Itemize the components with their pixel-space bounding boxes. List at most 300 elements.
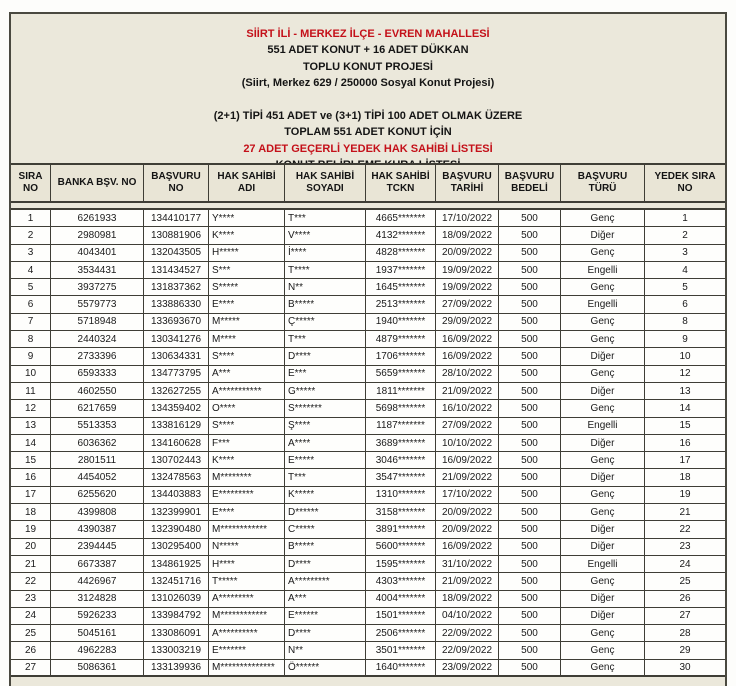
column-header-0: SIRA NO <box>11 165 51 201</box>
column-header-1: BANKA BŞV. NO <box>51 165 144 201</box>
table-row-21 <box>11 556 725 573</box>
table-cell: 500 <box>499 210 561 226</box>
table-cell: G***** <box>285 383 366 399</box>
table-cell: 500 <box>499 504 561 520</box>
table-cell: 3 <box>11 245 51 261</box>
table-cell: 130702443 <box>144 452 209 468</box>
table-cell: 4962283 <box>51 642 144 658</box>
title-line-5: (2+1) TİPİ 451 ADET ve (3+1) TİPİ 100 ADET OLMAK ÜZERE <box>213 110 523 123</box>
table-cell: 13 <box>679 385 691 397</box>
table-cell: 21 <box>679 506 691 518</box>
table-cell: Diğer <box>561 539 645 555</box>
table-cell: 16/10/2022 <box>436 400 499 416</box>
title-line-1: 551 ADET KONUT + 16 ADET DÜKKAN <box>267 44 469 57</box>
table-cell: 4828******* <box>366 245 436 261</box>
table-cell: 4602550 <box>51 383 144 399</box>
table-cell: 3534431 <box>51 262 144 278</box>
table-cell: 19/09/2022 <box>436 279 499 295</box>
table-row-23 <box>11 591 725 608</box>
table-cell: 500 <box>499 469 561 485</box>
table-cell: 1187******* <box>366 418 436 434</box>
column-header-7: BAŞVURU BEDELİ <box>499 165 561 201</box>
table-row-9 <box>11 348 725 365</box>
table-body <box>11 208 725 677</box>
table-cell: 4132******* <box>366 227 436 243</box>
table-cell: 5045161 <box>51 625 144 641</box>
table-cell: 1 <box>11 210 51 226</box>
table-cell: 500 <box>499 435 561 451</box>
kura-table <box>11 163 725 677</box>
table-cell: 17/10/2022 <box>436 487 499 503</box>
table-cell: K**** <box>209 452 285 468</box>
table-cell: 5579773 <box>51 296 144 312</box>
table-cell: 20 <box>11 539 51 555</box>
table-cell: 26 <box>679 593 691 605</box>
table-cell: 2440324 <box>51 331 144 347</box>
table-row-4 <box>11 262 725 279</box>
table-cell: 6673387 <box>51 556 144 572</box>
table-cell: 12 <box>11 400 51 416</box>
table-cell: 6036362 <box>51 435 144 451</box>
table-cell: 11 <box>11 383 51 399</box>
table-cell: 1 <box>682 212 688 224</box>
table-cell: 6 <box>11 296 51 312</box>
table-cell: 1640******* <box>366 660 436 675</box>
title-line-7: 27 ADET GEÇERLİ YEDEK HAK SAHİBİ LİSTESİ <box>243 142 493 155</box>
table-row-18 <box>11 504 725 521</box>
table-cell: Ş**** <box>285 418 366 434</box>
table-cell: 20/09/2022 <box>436 245 499 261</box>
table-cell: 133003219 <box>144 642 209 658</box>
table-cell: 13 <box>11 418 51 434</box>
table-cell: D**** <box>285 556 366 572</box>
table-cell: 500 <box>499 591 561 607</box>
table-cell: 20/09/2022 <box>436 521 499 537</box>
table-cell: 18 <box>679 472 691 484</box>
table-row-17 <box>11 487 725 504</box>
table-cell: 134410177 <box>144 210 209 226</box>
table-cell: Diğer <box>561 227 645 243</box>
table-cell: E********* <box>209 487 285 503</box>
table-cell: 20/09/2022 <box>436 504 499 520</box>
table-cell: 30 <box>679 661 691 673</box>
table-cell: 1645******* <box>366 279 436 295</box>
table-cell: Genç <box>561 625 645 641</box>
title-line-0: SİİRT İLİ - MERKEZ İLÇE - EVREN MAHALLESİ <box>246 28 490 40</box>
table-cell: 500 <box>499 348 561 364</box>
table-cell: C***** <box>285 521 366 537</box>
table-cell: T*** <box>285 469 366 485</box>
table-cell: 134359402 <box>144 400 209 416</box>
table-cell: 18/09/2022 <box>436 227 499 243</box>
table-cell: 3891******* <box>366 521 436 537</box>
table-cell: 4399808 <box>51 504 144 520</box>
table-cell: 24 <box>11 608 51 624</box>
table-cell: M************ <box>209 521 285 537</box>
table-cell: 1937******* <box>366 262 436 278</box>
table-cell: 22/09/2022 <box>436 625 499 641</box>
table-cell: 3158******* <box>366 504 436 520</box>
table-cell: Diğer <box>561 521 645 537</box>
table-cell: E******* <box>209 642 285 658</box>
table-cell: 16/09/2022 <box>436 452 499 468</box>
table-cell: 500 <box>499 625 561 641</box>
table-cell: 133984792 <box>144 608 209 624</box>
table-cell: 3 <box>682 247 688 259</box>
table-cell: D****** <box>285 504 366 520</box>
table-cell: E****** <box>285 608 366 624</box>
table-cell: 22 <box>679 523 691 535</box>
table-cell: 7 <box>11 314 51 330</box>
table-row-3 <box>11 245 725 262</box>
table-cell: M************ <box>209 608 285 624</box>
table-cell: Genç <box>561 452 645 468</box>
table-cell: 5513353 <box>51 418 144 434</box>
document-header <box>11 14 725 174</box>
table-cell: 9 <box>682 333 688 345</box>
table-cell: 2980981 <box>51 227 144 243</box>
table-cell: 18/09/2022 <box>436 591 499 607</box>
table-cell: 26 <box>11 642 51 658</box>
table-cell: Genç <box>561 504 645 520</box>
table-cell: 23/09/2022 <box>436 660 499 675</box>
table-cell: 500 <box>499 487 561 503</box>
table-cell: Diğer <box>561 435 645 451</box>
table-cell: T***** <box>209 573 285 589</box>
table-cell: Genç <box>561 314 645 330</box>
table-cell: 500 <box>499 556 561 572</box>
table-cell: 6 <box>682 299 688 311</box>
table-row-2 <box>11 227 725 244</box>
column-header-4: HAK SAHİBİ SOYADI <box>285 165 366 201</box>
table-cell: 131026039 <box>144 591 209 607</box>
table-cell: 23 <box>679 541 691 553</box>
table-cell: N** <box>285 279 366 295</box>
table-cell: 500 <box>499 660 561 675</box>
table-cell: 16/09/2022 <box>436 348 499 364</box>
table-cell: 19 <box>11 521 51 537</box>
table-cell: Engelli <box>561 418 645 434</box>
column-header-5: HAK SAHİBİ TCKN <box>366 165 436 201</box>
table-cell: 2513******* <box>366 296 436 312</box>
title-line-4 <box>11 92 725 108</box>
table-cell: 17 <box>11 487 51 503</box>
table-cell: M******** <box>209 469 285 485</box>
table-cell: Genç <box>561 400 645 416</box>
table-cell: 130634331 <box>144 348 209 364</box>
table-cell: 132399901 <box>144 504 209 520</box>
table-cell: 1501******* <box>366 608 436 624</box>
table-cell: A*** <box>209 366 285 382</box>
table-row-6 <box>11 296 725 313</box>
table-cell: Genç <box>561 573 645 589</box>
table-cell: 22 <box>11 573 51 589</box>
table-cell: 28/10/2022 <box>436 366 499 382</box>
table-cell: 16 <box>679 437 691 449</box>
table-cell: 133886330 <box>144 296 209 312</box>
table-cell: H***** <box>209 245 285 261</box>
table-cell: 500 <box>499 331 561 347</box>
table-cell: K**** <box>209 227 285 243</box>
table-cell: Genç <box>561 366 645 382</box>
table-row-15 <box>11 452 725 469</box>
table-cell: 27/09/2022 <box>436 296 499 312</box>
column-header-3: HAK SAHİBİ ADI <box>209 165 285 201</box>
table-cell: Genç <box>561 660 645 675</box>
table-cell: 3124828 <box>51 591 144 607</box>
title-line-2: TOPLU KONUT PROJESİ <box>303 60 433 73</box>
table-row-11 <box>11 383 725 400</box>
table-cell: 500 <box>499 400 561 416</box>
table-cell: Genç <box>561 245 645 261</box>
table-cell: 500 <box>499 227 561 243</box>
table-cell: Diğer <box>561 469 645 485</box>
table-cell: 4454052 <box>51 469 144 485</box>
table-row-19 <box>11 521 725 538</box>
table-cell: 134773795 <box>144 366 209 382</box>
table-cell: 21/09/2022 <box>436 383 499 399</box>
table-cell: 21/09/2022 <box>436 469 499 485</box>
table-cell: 132043505 <box>144 245 209 261</box>
table-cell: 132627255 <box>144 383 209 399</box>
table-cell: 6261933 <box>51 210 144 226</box>
table-cell: 31/10/2022 <box>436 556 499 572</box>
table-cell: 500 <box>499 279 561 295</box>
table-cell: 500 <box>499 262 561 278</box>
table-cell: 133693670 <box>144 314 209 330</box>
table-row-20 <box>11 539 725 556</box>
table-cell: 10 <box>11 366 51 382</box>
table-cell: M**** <box>209 331 285 347</box>
table-cell: 27 <box>679 610 691 622</box>
table-cell: 2 <box>682 229 688 241</box>
table-cell: S*** <box>209 262 285 278</box>
table-cell: 16/09/2022 <box>436 539 499 555</box>
table-cell: Ö****** <box>285 660 366 675</box>
table-cell: K***** <box>285 487 366 503</box>
table-cell: 5698******* <box>366 400 436 416</box>
table-row-13 <box>11 418 725 435</box>
title-line-6: TOPLAM 551 ADET KONUT İÇİN <box>284 126 452 139</box>
table-cell: Engelli <box>561 262 645 278</box>
table-row-25 <box>11 625 725 642</box>
table-cell: S******* <box>285 400 366 416</box>
table-cell: E***** <box>285 452 366 468</box>
table-cell: 3046******* <box>366 452 436 468</box>
table-cell: 6593333 <box>51 366 144 382</box>
table-cell: 500 <box>499 366 561 382</box>
table-cell: E**** <box>209 296 285 312</box>
table-cell: T**** <box>285 262 366 278</box>
table-cell: B***** <box>285 539 366 555</box>
table-cell: O**** <box>209 400 285 416</box>
table-row-12 <box>11 400 725 417</box>
table-cell: 4426967 <box>51 573 144 589</box>
table-cell: 4879******* <box>366 331 436 347</box>
table-cell: Genç <box>561 210 645 226</box>
table-cell: Diğer <box>561 383 645 399</box>
table-cell: T*** <box>285 331 366 347</box>
table-cell: E**** <box>209 504 285 520</box>
table-row-1 <box>11 210 725 227</box>
table-cell: 15 <box>11 452 51 468</box>
table-header-row <box>11 163 725 203</box>
table-cell: 4043401 <box>51 245 144 261</box>
table-cell: N** <box>285 642 366 658</box>
table-cell: 133139936 <box>144 660 209 675</box>
table-cell: 16 <box>11 469 51 485</box>
table-cell: 25 <box>11 625 51 641</box>
table-cell: 16/09/2022 <box>436 331 499 347</box>
table-cell: 6217659 <box>51 400 144 416</box>
table-cell: A********** <box>209 625 285 641</box>
table-row-7 <box>11 314 725 331</box>
table-cell: D**** <box>285 625 366 641</box>
table-cell: 4 <box>682 264 688 276</box>
table-cell: 8 <box>11 331 51 347</box>
table-cell: 5926233 <box>51 608 144 624</box>
table-cell: Diğer <box>561 591 645 607</box>
table-cell: 4665******* <box>366 210 436 226</box>
table-cell: 2733396 <box>51 348 144 364</box>
table-cell: 9 <box>11 348 51 364</box>
table-row-5 <box>11 279 725 296</box>
table-cell: 133816129 <box>144 418 209 434</box>
table-cell: 132451716 <box>144 573 209 589</box>
table-row-22 <box>11 573 725 590</box>
table-cell: Engelli <box>561 296 645 312</box>
column-header-9: YEDEK SIRA NO <box>654 170 716 194</box>
table-row-10 <box>11 366 725 383</box>
table-row-27 <box>11 660 725 677</box>
table-cell: 21 <box>11 556 51 572</box>
table-cell: 500 <box>499 539 561 555</box>
table-cell: 29/09/2022 <box>436 314 499 330</box>
table-cell: 500 <box>499 314 561 330</box>
table-cell: 500 <box>499 573 561 589</box>
table-cell: 131434527 <box>144 262 209 278</box>
table-cell: 3501******* <box>366 642 436 658</box>
table-row-24 <box>11 608 725 625</box>
table-cell: F*** <box>209 435 285 451</box>
table-cell: M************** <box>209 660 285 675</box>
table-cell: 4390387 <box>51 521 144 537</box>
table-cell: N***** <box>209 539 285 555</box>
table-cell: 4 <box>11 262 51 278</box>
table-cell: 5659******* <box>366 366 436 382</box>
table-cell: B***** <box>285 296 366 312</box>
table-cell: A********* <box>285 573 366 589</box>
table-cell: 5086361 <box>51 660 144 675</box>
kura-listesi-document <box>9 12 727 686</box>
table-cell: 14 <box>11 435 51 451</box>
table-cell: 2394445 <box>51 539 144 555</box>
table-cell: Genç <box>561 279 645 295</box>
table-cell: 500 <box>499 245 561 261</box>
table-cell: Genç <box>561 487 645 503</box>
table-cell: 19 <box>679 489 691 501</box>
table-cell: 2 <box>11 227 51 243</box>
table-cell: 1595******* <box>366 556 436 572</box>
table-cell: Engelli <box>561 556 645 572</box>
table-row-26 <box>11 642 725 659</box>
table-cell: Diğer <box>561 608 645 624</box>
table-cell: 27/09/2022 <box>436 418 499 434</box>
table-cell: 25 <box>679 575 691 587</box>
table-cell: S**** <box>209 348 285 364</box>
title-line-3: (Siirt, Merkez 629 / 250000 Sosyal Konut Projesi) <box>241 77 495 90</box>
table-cell: 5 <box>682 281 688 293</box>
table-cell: 5 <box>11 279 51 295</box>
table-cell: 1940******* <box>366 314 436 330</box>
table-cell: 17/10/2022 <box>436 210 499 226</box>
table-cell: E*** <box>285 366 366 382</box>
table-cell: 28 <box>679 627 691 639</box>
table-cell: Genç <box>561 331 645 347</box>
table-cell: 133086091 <box>144 625 209 641</box>
table-cell: 130341276 <box>144 331 209 347</box>
table-cell: 130881906 <box>144 227 209 243</box>
table-cell: 29 <box>679 645 691 657</box>
table-cell: S**** <box>209 418 285 434</box>
table-cell: 134403883 <box>144 487 209 503</box>
table-row-14 <box>11 435 725 452</box>
table-cell: 04/10/2022 <box>436 608 499 624</box>
table-cell: 134861925 <box>144 556 209 572</box>
table-cell: S***** <box>209 279 285 295</box>
table-cell: 3937275 <box>51 279 144 295</box>
table-cell: 500 <box>499 452 561 468</box>
table-cell: Diğer <box>561 348 645 364</box>
table-cell: A********* <box>209 591 285 607</box>
table-cell: 5600******* <box>366 539 436 555</box>
table-cell: H**** <box>209 556 285 572</box>
table-cell: 500 <box>499 608 561 624</box>
table-cell: İ**** <box>285 245 366 261</box>
table-cell: 1706******* <box>366 348 436 364</box>
table-cell: 10 <box>679 351 691 363</box>
table-cell: 23 <box>11 591 51 607</box>
table-row-16 <box>11 469 725 486</box>
table-cell: 22/09/2022 <box>436 642 499 658</box>
table-cell: 6255620 <box>51 487 144 503</box>
table-cell: Ç***** <box>285 314 366 330</box>
table-cell: 12 <box>679 368 691 380</box>
table-cell: 500 <box>499 296 561 312</box>
table-cell: 21/09/2022 <box>436 573 499 589</box>
table-cell: 27 <box>11 660 51 675</box>
table-cell: 131837362 <box>144 279 209 295</box>
table-cell: 130295400 <box>144 539 209 555</box>
table-cell: A**** <box>285 435 366 451</box>
table-cell: 2506******* <box>366 625 436 641</box>
table-cell: 4303******* <box>366 573 436 589</box>
table-cell: 134160628 <box>144 435 209 451</box>
table-cell: V**** <box>285 227 366 243</box>
table-cell: 132478563 <box>144 469 209 485</box>
table-cell: Genç <box>561 642 645 658</box>
column-header-6: BAŞVURU TARİHİ <box>436 165 499 201</box>
table-cell: 17 <box>679 454 691 466</box>
table-cell: A*** <box>285 591 366 607</box>
table-cell: 2801511 <box>51 452 144 468</box>
table-cell: 19/09/2022 <box>436 262 499 278</box>
table-cell: M***** <box>209 314 285 330</box>
table-cell: 1310******* <box>366 487 436 503</box>
table-cell: 4004******* <box>366 591 436 607</box>
table-cell: D**** <box>285 348 366 364</box>
table-cell: 3689******* <box>366 435 436 451</box>
